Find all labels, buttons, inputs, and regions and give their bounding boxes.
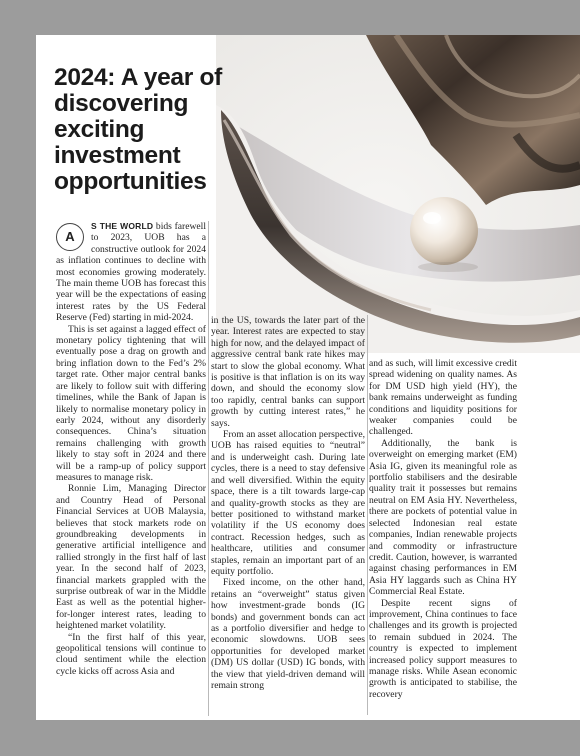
article-paragraph: From an asset allocation perspective, UOB has raised equities to “neutral” and is underweight cash. During late cycles, there is a need to stay defensive and well diversified. Within the equity space, there is a tilt towards large-cap and quality-growth stocks as they are better positioned to withstand market volatility if the US economy does contract. Recession hedges, such as healthcare, utilities and consumer staples, remain an important part of an equity portfolio.	[211, 429, 365, 577]
oyster-pearl-photo	[216, 35, 580, 353]
article-paragraph: Additionally, the bank is overweight on emerging market (EM) Asia IG, given its meaningful role as portfolio stabilisers and the desirable quality trait it possesses but remains neutral on EM Asia HY. Nevertheless, there are pockets of potential value in selected Indonesian real estate companies, Indian renewable projects and commodity or infrastructure credit. Caution, however, is warranted against chasing performances in EM Asia HY laggards such as China HY Commercial Real Estate.	[369, 437, 517, 598]
article-paragraph: Fixed income, on the other hand, retains an “overweight” status given how investment-grade bonds (IG bonds) and government bonds can act as a portfolio diversifier and hedge to economic slowdowns. UOB sees opportunities for developed market (DM) US dollar (USD) IG bonds, with the view that yield-driven demand will remain strong	[211, 577, 365, 691]
column-divider	[208, 221, 209, 716]
paragraph-text: bids farewell to 2023, UOB has a constructive outlook for 2024 as inflation continues to decline with most economies growing moderately. The main theme UOB has forecast this year will be the expectations of easing interest rates by the US Federal Reserve (Fed) starting in mid-2024.	[56, 221, 206, 324]
article-paragraph	[56, 221, 206, 324]
article-column-3	[369, 358, 517, 718]
article-paragraph: Despite recent signs of improvement, China continues to face challenges and its growth is projected to remain subdued in 2024. The country is expected to implement increased policy support measures to manage risks. While Asean economic growth is anticipated to stabilise, the recovery	[369, 597, 517, 700]
drop-cap: A	[56, 223, 84, 251]
oyster-pearl-illustration	[216, 35, 580, 353]
article-paragraph: and as such, will limit excessive credit spread widening on quality names. As for DM USD high yield (HY), the bank remains underweight as funding conditions and liquidity positions for weaker companies could be challenged.	[369, 358, 517, 438]
column-divider	[367, 315, 368, 715]
article-paragraph: This is set against a lagged effect of monetary policy tightening that will eventually pose a drag on growth and bring inflation down to the Fed’s 2% target rate. Other major central banks are likely to follow suit with differing timelines, while the Bank of Japan is likely to normalise monetary policy in early 2024, without any disorderly consequences. China’s situation remains challenging with growth likely to stay soft in 2024 and there will be a ramp-up of policy support measures to manage risk.	[56, 323, 206, 483]
article-column-2	[211, 315, 365, 715]
article-paragraph: “In the first half of this year, geopolitical tensions will continue to cloud sentiment while the election cycle kicks off across Asia and	[56, 631, 206, 677]
article-paragraph: in the US, towards the later part of the year. Interest rates are expected to stay high for now, and the delayed impact of aggressive central bank rate hikes may start to slow the global economy. What is positive is that inflation is on its way down, and should the economy slow too rapidly, central banks can support growth by cutting interest rates,” he says.	[211, 315, 365, 429]
magazine-page	[36, 35, 580, 720]
article-column-1	[56, 221, 206, 716]
lead-in: S THE WORLD	[91, 221, 154, 231]
article-paragraph: Ronnie Lim, Managing Director and Country Head of Personal Financial Services at UOB Malaysia, believes that stock markets rode on groundbreaking developments in generative artificial intelligence and rallied strongly in the first half of last year. In the second half of 2023, financial markets grappled with the surprise outbreak of war in the Middle East as well as the potential higher-for-longer interest rates, leading to heightened market volatility.	[56, 483, 206, 632]
article-headline: 2024: A year of discovering exciting investment opportunities	[54, 64, 222, 195]
